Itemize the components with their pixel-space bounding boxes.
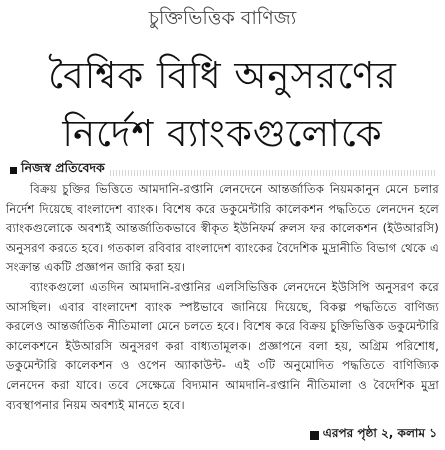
- article-body: [6, 180, 439, 415]
- square-icon: [310, 431, 319, 440]
- paragraph-2: ব্যাংকগুলো এতদিন আমদানি-রপ্তানির এলসিভিত্তিক লেনদেনে ইউসিপি অনুসরণ করে আসছিল। এবার বাংলাদেশ ব্যাংক স্পষ্টভাবে জানিয়ে দিয়েছে, বিকল্প পদ্ধতিতে বাণিজ্য করলেও আন্তর্জাতিক নীতিমালা মেনে চলতে হবে। বিশেষ করে বিক্রয় চুক্তিভিত্তিক ডকুমেন্টারি কালেকশনে ইউআরসি অনুসরণ করা বাধ্যতামূলক। প্রজ্ঞাপনে বলা হয়, অগ্রিম পরিশোধ, ডকুমেন্টারি কালেকশন ও ওপেন অ্যাকাউন্ট- এই ৩টি অনুমোদিত পদ্ধতিতে বাণিজ্যিক লেনদেন করা যাবে। তবে সেক্ষেত্রে বিদ্যমান আমদানি-রপ্তানি নীতিমালা ও বৈদেশিক মুদ্রা ব্যবস্থাপনার নিয়ম অবশ্যই মানতে হবে।: [6, 279, 439, 412]
- byline-rule: [110, 170, 435, 176]
- bullet-icon: [10, 167, 17, 174]
- article-kicker: চুক্তিভিত্তিক বাণিজ্য: [148, 7, 297, 29]
- continuation-note: [310, 425, 437, 445]
- byline: নিজস্ব প্রতিবেদক: [21, 160, 105, 175]
- byline-row: [10, 160, 435, 180]
- headline-line-2: নির্দেশ ব্যাংকগুলোকে: [62, 112, 383, 155]
- paragraph-1: বিক্রয় চুক্তির ভিত্তিতে আমদানি-রপ্তানি লেনদেনে আন্তর্জাতিক নিয়মকানুন মেনে চলার নির্দেশ দিয়েছে বাংলাদেশ ব্যাংক। বিশেষ করে ডকুমেন্টারি কালেকশন পদ্ধতিতে লেনদেন হলে ব্যাংকগুলোকে অবশ্যই আন্তর্জাতিকভাবে স্বীকৃত ইউনিফর্ম রুলস ফর কালেকশন (ইউআরসি) অনুসরণ করতে হবে। গতকাল রবিবার বাংলাদেশ ব্যাংকের বৈদেশিক মুদ্রানীতি বিভাগ থেকে এ সংক্রান্ত একটি প্রজ্ঞাপন জারি করা হয়।: [6, 182, 439, 275]
- continuation-text: এরপর পৃষ্ঠা ২, কলাম ১: [322, 426, 437, 440]
- headline-line-1: বৈশ্বিক বিধি অনুসরণের: [48, 54, 397, 97]
